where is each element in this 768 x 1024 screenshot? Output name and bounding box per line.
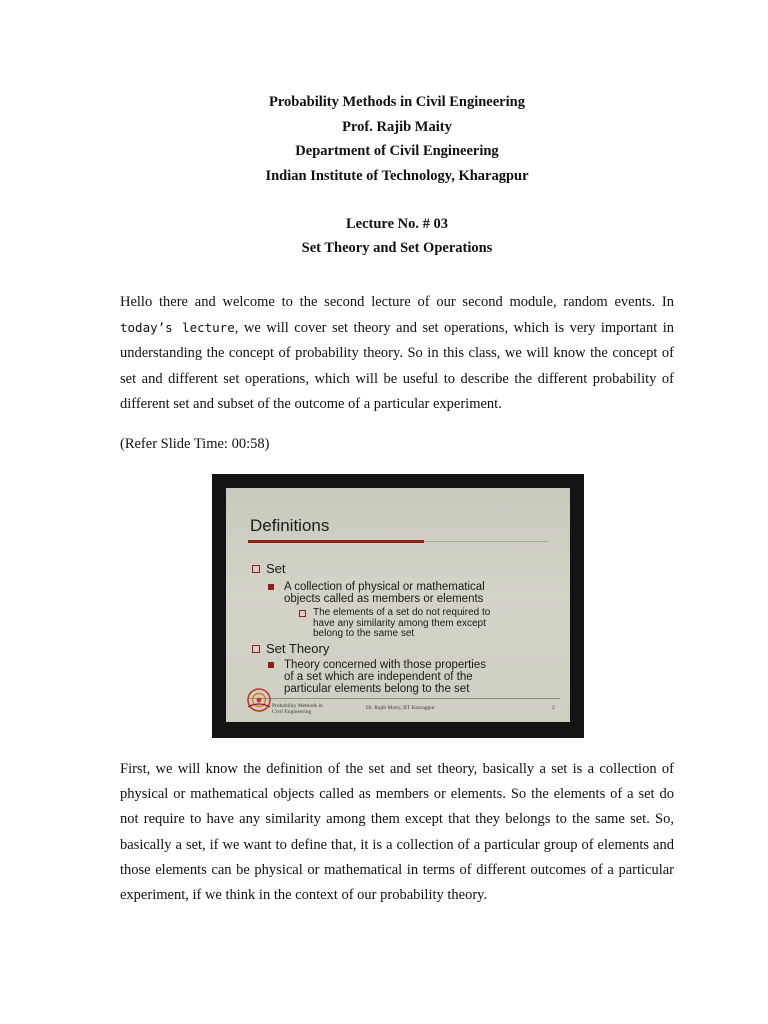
lecture-title: Set Theory and Set Operations	[301, 240, 493, 256]
slide-set-sub-line3: belong to the same set	[313, 628, 415, 639]
slide-set-heading: Set	[266, 561, 286, 576]
department-name: Department of Civil Engineering	[295, 143, 499, 159]
slide-footer-author: Dr. Rajib Maity, IIT Kharagpur	[366, 705, 435, 711]
slide-set-bullet-line2: objects called as members or elements	[284, 593, 484, 605]
slide-title-thin-rule	[424, 541, 548, 542]
open-square-bullet-icon	[252, 565, 260, 573]
slide-title: Definitions	[250, 516, 330, 535]
slide-title-underline	[248, 540, 424, 543]
slide-footer-course-line1: Probability Methods in	[272, 703, 323, 709]
intro-text-part1: Hello there and welcome to the second lecture of our second module, random events. In	[120, 294, 674, 310]
lecture-number: Lecture No. # 03	[345, 215, 449, 232]
slide-set-sub-line1: The elements of a set do not required to	[313, 607, 491, 618]
slide-image	[212, 474, 584, 738]
filled-square-bullet-icon	[268, 662, 274, 668]
intro-mono-text: today’s lecture	[120, 320, 235, 336]
professor-name: Prof. Rajib Maity	[342, 118, 452, 135]
open-square-sub-bullet-icon	[299, 610, 306, 617]
course-title: Probability Methods in Civil Engineering	[269, 94, 525, 110]
slide-set-sub-line2: have any similarity among them except	[313, 617, 486, 629]
slide-theory-bullet-line1: Theory concerned with those properties	[284, 659, 486, 671]
body-paragraph: First, we will know the definition of the set and set theory, basically a set is a collection of physical or mathematical objects called as members or elements. So the elements of a set do not require to have any similarity among them except that they belongs to the same set. So, basically a set, if we want to define that, it is a collection of a particular group of elements and those elements can be physical or mathematical in terms of different outcomes of a particular experiment, if we think in the context of our probability theory.	[120, 761, 674, 904]
slide-footer-course-line2: Civil Engineering	[272, 709, 312, 715]
slide-content	[226, 488, 570, 722]
intro-paragraph	[120, 290, 674, 417]
document-header	[120, 90, 674, 261]
slide-theory-heading: Set Theory	[266, 641, 330, 656]
filled-square-bullet-icon	[268, 584, 274, 590]
slide-set-bullet-line1: A collection of physical or mathematical	[284, 581, 485, 593]
intro-text-part2: , we will cover set theory and set operations, which is very important in understanding the concept of probability theory. So in this class, we will know the concept of set and different set operations, which will be useful to describe the different probability of different set and subset of the outcome of a particular experiment.	[120, 320, 674, 412]
slide-page-number: 2	[552, 705, 555, 711]
slide-theory-bullet-line2: of a set which are independent of the	[284, 671, 473, 683]
header-spacer	[120, 188, 674, 212]
slide-footer-rule	[248, 698, 560, 699]
slide-theory-bullet-line3: particular elements belong to the set	[284, 683, 470, 695]
open-square-bullet-icon	[252, 645, 260, 653]
institute-name: Indian Institute of Technology, Kharagpur	[265, 167, 529, 184]
refer-slide-time: (Refer Slide Time: 00:58)	[120, 436, 270, 452]
iit-logo-icon	[246, 687, 272, 713]
